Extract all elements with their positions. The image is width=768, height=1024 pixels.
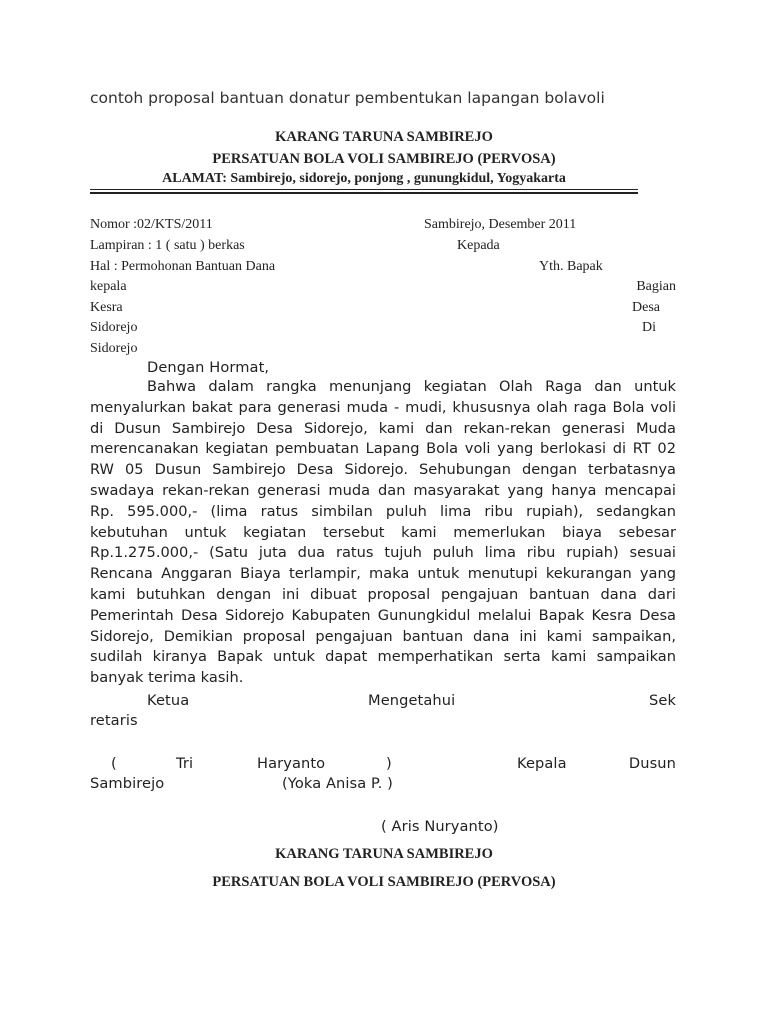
signature-kepala-label: Kepala: [517, 755, 567, 772]
signature-name-word: Haryanto: [257, 755, 326, 772]
letter-attachment: Lampiran : 1 ( satu ) berkas: [90, 238, 245, 253]
letter-to-label: Kepada: [457, 238, 500, 253]
signature-sekretaris-label-cont: retaris: [90, 712, 138, 729]
addressee-word: Kesra: [90, 300, 123, 315]
letter-salutation-yth: Yth. Bapak: [539, 259, 603, 274]
signature-sambirejo-label: Sambirejo: [90, 775, 165, 792]
signature-sekretaris-label: Sek: [649, 692, 676, 709]
addressee-word: Di: [642, 320, 656, 335]
signature-open-paren: (: [111, 755, 117, 772]
signature-close-paren: ): [386, 755, 392, 772]
addressee-word: Sidorejo: [90, 320, 138, 335]
letter-number: Nomor :02/KTS/2011: [90, 217, 213, 232]
letterhead-rule-thin: [90, 189, 638, 190]
signature-name-word: Tri: [176, 755, 194, 772]
letterhead-org-line2: PERSATUAN BOLA VOLI SAMBIREJO (PERVOSA): [212, 151, 556, 167]
addressee-word: kepala: [90, 279, 127, 294]
greeting: Dengan Hormat,: [147, 359, 270, 376]
signature-dusun-label: Dusun: [628, 755, 676, 772]
letter-body: [90, 377, 676, 689]
letter-subject: Hal : Permohonan Bantuan Dana: [90, 259, 276, 274]
letterhead-rule-thick: [90, 192, 638, 194]
letter-body-text: Bahwa dalam rangka menunjang kegiatan Olah Raga dan untuk menyalurkan bakat para generasi muda - mudi, khususnya olah raga Bola voli di Dusun Sambirejo Desa Sidorejo, kami dan rekan-rekan generasi Muda merencanakan kegiatan pembuatan Lapang Bola voli yang berlokasi di RT 02 RW 05 Dusun Sambirejo Desa Sidorejo. Sehubungan dengan terbatasnya swadaya rekan-rekan generasi muda dan masyarakat yang hanya mencapai Rp. 595.000,- (lima ratus simbilan puluh lima ribu rupiah), sedangkan kebutuhan untuk kegiatan tersebut kami memerlukan biaya sebesar Rp.1.275.000,- (Satu juta dua ratus tujuh puluh lima ribu rupiah) sesuai Rencana Anggaran Biaya terlampir, maka untuk menutupi kekurangan yang kami butuhkan dengan ini dibuat proposal pengajuan bantuan dana dari Pemerintah Desa Sidorejo Kabupaten Gunungkidul melalui Bapak Kesra Desa Sidorejo, Demikian proposal pengajuan bantuan dana ini kami sampaikan, sudilah kiranya Bapak untuk dapat memperhatikan serta kami sampaikan banyak terima kasih.: [90, 378, 676, 687]
addressee-word: Desa: [632, 300, 660, 315]
signature-name-yoka: (Yoka Anisa P. ): [282, 775, 393, 792]
footer-org-line1: KARANG TARUNA SAMBIREJO: [275, 846, 493, 862]
letterhead-org-line1: KARANG TARUNA SAMBIREJO: [275, 129, 493, 145]
letter-date: Sambirejo, Desember 2011: [424, 217, 577, 232]
footer-org-line2: PERSATUAN BOLA VOLI SAMBIREJO (PERVOSA): [212, 874, 556, 890]
signature-mengetahui-label: Mengetahui: [368, 692, 456, 709]
page-title: contoh proposal bantuan donatur pembentukan lapangan bolavoli: [90, 89, 605, 107]
addressee-word: Sidorejo: [90, 341, 138, 356]
signature-ketua-label: Ketua: [147, 692, 190, 709]
addressee-word: Bagian: [636, 279, 676, 294]
letterhead-address: ALAMAT: Sambirejo, sidorejo, ponjong , gunungkidul, Yogyakarta: [162, 171, 566, 186]
signature-name-aris: ( Aris Nuryanto): [381, 818, 499, 835]
